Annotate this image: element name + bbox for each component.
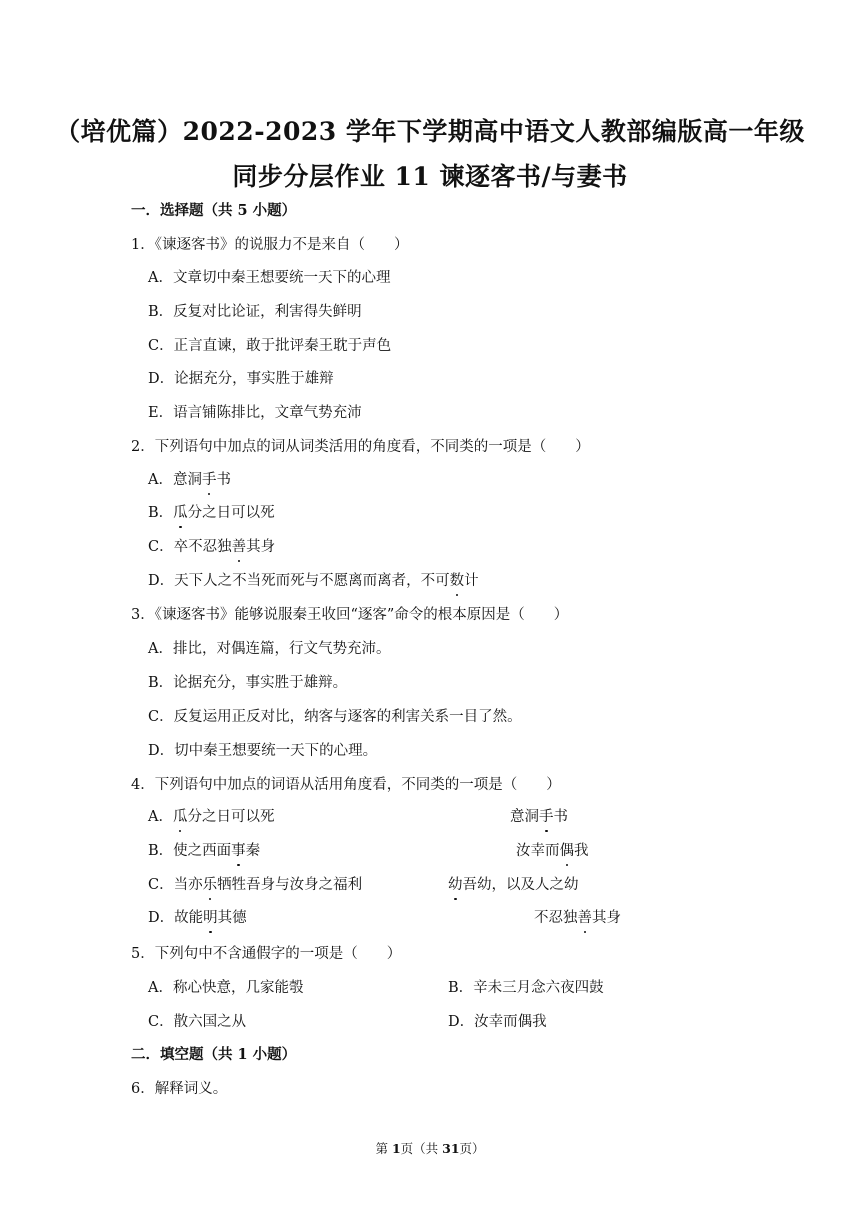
question-2-option-b — [148, 503, 275, 523]
page-footer — [0, 1139, 860, 1157]
dotted-word: 善 — [231, 539, 247, 555]
question-4-stem: 4．下列语句中加点的词语从活用角度看，不同类的一项是（ ） — [131, 777, 561, 793]
footer-text: 第 — [375, 1141, 392, 1156]
question-2-stem: 2．下列语句中加点的词从词类活用的角度看，不同类的一项是（ ） — [131, 439, 590, 455]
question-4-option-d-right — [534, 908, 621, 928]
section-heading-choice: 一．选择题（共 5 小题） — [131, 202, 297, 219]
question-5-option-b: B．辛未三月念六夜四鼓 — [448, 980, 604, 996]
option-text: 其身 — [592, 910, 621, 926]
option-text: D．故能 — [148, 910, 204, 926]
dotted-word: 明 — [203, 910, 218, 926]
dotted-word: 善 — [577, 910, 592, 926]
option-text: B． — [148, 505, 174, 521]
question-2-option-c — [148, 537, 275, 557]
option-text: 其德 — [217, 910, 247, 926]
dotted-word: 瓜 — [173, 505, 188, 521]
question-4-option-b-right — [516, 841, 589, 861]
option-text: 汝幸而 — [516, 843, 560, 859]
page-total: 31 — [442, 1141, 460, 1156]
question-3-option-d: D．切中秦王想要统一天下的心理。 — [148, 743, 378, 759]
document-title-line-1: （培优篇）2022-2023 学年下学期高中语文人教部编版高一年级 — [55, 117, 805, 146]
question-1-option-c: C．正言直谏，敢于批评秦王耽于声色 — [148, 338, 392, 354]
dotted-word: 手 — [539, 809, 554, 825]
question-3-option-c: C．反复运用正反对比，纳客与逐客的利害关系一目了然。 — [148, 709, 522, 725]
question-4-option-b-left — [148, 841, 260, 861]
dotted-word: 瓜 — [172, 809, 188, 825]
option-text: B．使之西面 — [148, 843, 232, 859]
question-1-stem: 1．《谏逐客书》的说服力不是来自（ ） — [131, 237, 409, 253]
question-4-option-a-left — [148, 807, 274, 827]
question-3-option-b: B．论据充分，事实胜于雄辩。 — [148, 675, 348, 691]
option-text: 意洞 — [510, 809, 539, 825]
question-5-stem: 5．下列句中不含通假字的一项是（ ） — [131, 946, 402, 962]
question-4-option-d-left — [148, 908, 247, 928]
option-text: 书 — [553, 809, 568, 825]
option-text: 牺牲吾身与汝身之福利 — [217, 877, 363, 893]
page-number: 1 — [391, 1141, 401, 1156]
option-text: 秦 — [245, 843, 261, 859]
question-1-option-a: A．文章切中秦王想要统一天下的心理 — [148, 270, 391, 286]
question-2-option-d — [148, 571, 479, 591]
option-text: 计 — [464, 573, 479, 589]
section-heading-fill-blank: 二．填空题（共 1 小题） — [131, 1046, 297, 1063]
question-2-option-a — [148, 470, 231, 490]
question-5-option-a: A．称心快意，几家能彀 — [148, 980, 304, 996]
dotted-word: 乐 — [202, 877, 218, 893]
dotted-word: 偶 — [559, 843, 574, 859]
option-text: 分之日可以死 — [187, 505, 275, 521]
option-text: 我 — [574, 843, 589, 859]
question-5-option-c: C．散六国之从 — [148, 1014, 247, 1030]
question-1-option-b: B．反复对比论证，利害得失鲜明 — [148, 304, 362, 320]
option-text: 其身 — [246, 539, 276, 555]
option-text: 书 — [216, 472, 231, 488]
footer-text: 页） — [459, 1141, 485, 1156]
option-text: D．天下人之不当死而死与不愿离而离者，不可 — [148, 573, 450, 589]
question-5-option-d: D．汝幸而偶我 — [448, 1014, 547, 1030]
dotted-word: 事 — [231, 843, 246, 859]
question-6-stem: 6．解释词义。 — [131, 1081, 228, 1097]
question-3-stem: 3．《谏逐客书》能够说服秦王收回“逐客”命令的根本原因是（ ） — [131, 607, 569, 623]
option-text: 分之日可以死 — [187, 809, 275, 825]
document-title-line-2: 同步分层作业 11 谏逐客书/与妻书 — [232, 162, 628, 191]
dotted-word: 手 — [201, 472, 217, 488]
question-3-option-a: A．排比，对偶连篇，行文气势充沛。 — [148, 641, 391, 657]
dotted-word: 幼 — [448, 877, 463, 893]
question-1-option-d: D．论据充分，事实胜于雄辩 — [148, 371, 334, 387]
option-text: A． — [148, 809, 173, 825]
dotted-word: 数 — [449, 573, 465, 589]
option-text: A．意洞 — [148, 472, 202, 488]
footer-text: 页（共 — [400, 1141, 443, 1156]
question-1-option-e: E．语言铺陈排比，文章气势充沛 — [148, 405, 362, 421]
option-text: C．卒不忍独 — [148, 539, 232, 555]
question-4-option-c-right — [448, 875, 579, 895]
option-text: C．当亦 — [148, 877, 203, 893]
option-text: 吾幼，以及人之幼 — [462, 877, 579, 893]
question-4-option-c-left — [148, 875, 362, 895]
option-text: 不忍独 — [534, 910, 578, 926]
question-4-option-a-right — [510, 807, 568, 827]
